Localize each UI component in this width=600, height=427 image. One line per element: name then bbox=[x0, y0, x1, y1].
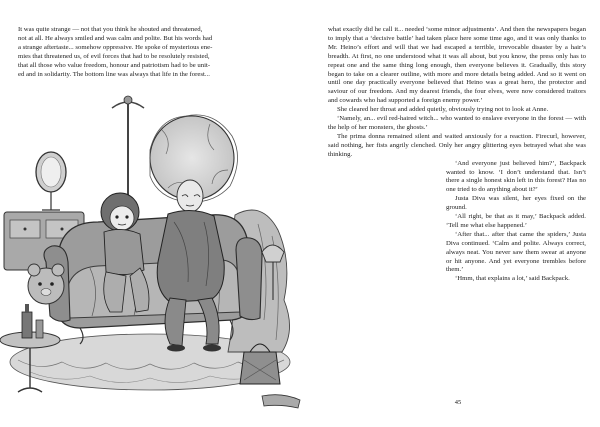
glove bbox=[262, 395, 300, 408]
paragraph: Justa Diva was silent, her eyes fixed on the ground. bbox=[446, 195, 586, 212]
paragraph: ‘After that... after that came the spiders,’ Justa Diva continued. ‘Calm and polite. Always correct, always neat. You never saw them swear at anyone or hit anyone. And yet everyone trembles before them.’ bbox=[446, 230, 586, 274]
paragraph: ‘Namely, an... evil red-haired witch... who wanted to enslave everyone in the forest — with the help of her monsters, the ghosts.’ bbox=[328, 115, 586, 131]
mirror bbox=[36, 152, 66, 210]
paragraph: The prima donna remained silent and waited anxiously for a reaction. Firecurl, however, said nothing, her fists angrily clenched. Only her angry glittering eyes betrayed what she was thinking. bbox=[328, 132, 586, 158]
text-line: a strange aftertaste... somehow oppressive. He spoke of mysterious ene- bbox=[18, 43, 213, 51]
teddy-bear bbox=[28, 264, 64, 304]
right-page-text bbox=[328, 26, 586, 284]
text-line: It was quite strange — not that you think he shouted and threatened, bbox=[18, 26, 203, 33]
paragraph: ‘Hmm, that explains a lot,’ said Backpack. bbox=[455, 275, 570, 283]
text-line: that all those who value freedom, honour and patriotism had to be unit- bbox=[18, 61, 211, 69]
paragraph: She cleared her throat and added quietly, obviously trying not to look at Anne. bbox=[337, 106, 549, 114]
sofa bbox=[44, 215, 262, 344]
left-paragraph bbox=[18, 26, 283, 79]
paragraph: ‘All right, be that as it may,’ Backpack added. ‘Tell me what else happened.’ bbox=[446, 213, 586, 229]
paragraph: ‘And everyone just believed him?’, Backpack wanted to know. ‘I don’t understand that. Isn’t there a single honest skin left in this forest? Has no one tried to do anything about it?’ bbox=[446, 159, 586, 194]
illustration bbox=[0, 92, 310, 427]
text-line: ed and in solidarity. The bottom line was always that life in the forest... bbox=[18, 70, 210, 78]
text-line: mies that threatened us, of evil forces that had to be resolutely resisted, bbox=[18, 52, 210, 60]
text-line: not at all. He always smiled and was calm and polite. But his words had bbox=[18, 34, 213, 42]
page-number: 45 bbox=[454, 399, 462, 406]
paragraph: what exactly did he call it... needed ‘some minor adjustments’. And then the newspapers began to imply that a ‘decisive battle’ had taken place here some time ago, and it was only thanks to Mr. Heino’s effort and will that we had escaped a terrible, irrevocable disaster by a hair’s breadth. At first, no one understood what it was all about, but you know, the press only has to repeat one and the same thing long enough, then everyone believes it. Gradually, this story began to take on a clearer outline, with more and more details being added. And so it went on until one day practically everyone believed that Heino was a great hero, the protector and saviour of our freedom. And my dearest friends, the four elves, were now considered traitors and cowards who had supported a foreign enemy power.’ bbox=[328, 26, 586, 105]
